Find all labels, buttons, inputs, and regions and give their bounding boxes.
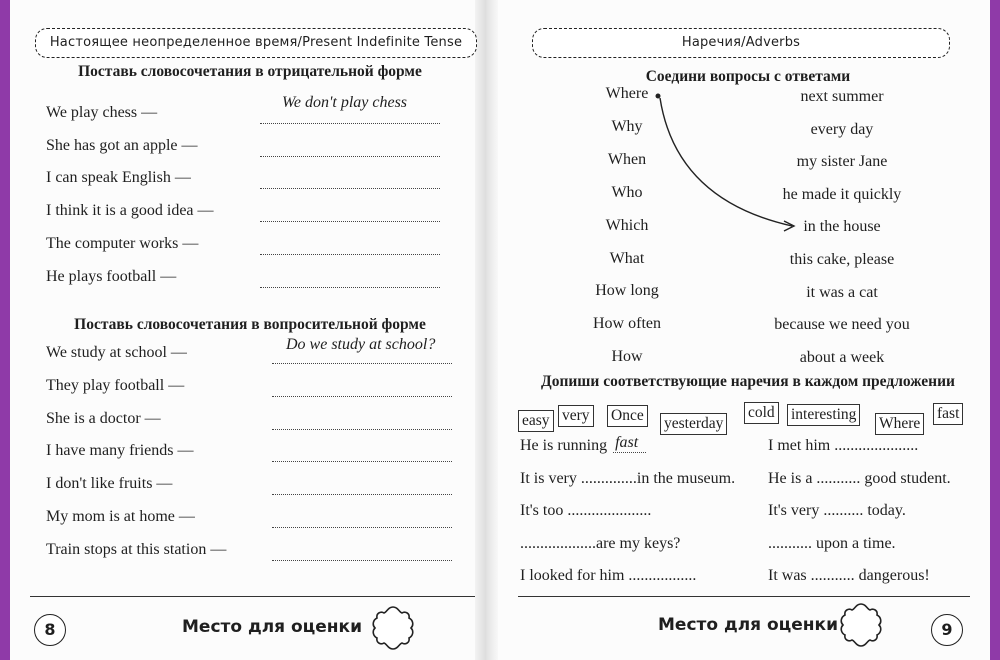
left-page-header: Настоящее неопределенное время/Present Indefinite Tense — [35, 28, 477, 58]
grade-flower-right[interactable] — [836, 600, 886, 650]
grade-flower-left[interactable] — [368, 603, 418, 653]
exercise-prompt: I think it is a good idea — — [46, 202, 214, 220]
adverb-sentence: ........... upon a time. — [768, 534, 896, 552]
word-bank-word[interactable]: interesting — [787, 404, 860, 426]
answer-blank[interactable] — [272, 476, 452, 495]
sentence-start: It is very .............. — [520, 469, 637, 487]
left-page — [10, 0, 475, 660]
exercise-prompt: I have many friends — — [46, 442, 194, 460]
sentence-start: He is running — [520, 437, 608, 454]
exercise-prompt: She is a doctor — — [46, 409, 161, 427]
footer-rule-left — [30, 596, 475, 597]
adverb-sentence — [520, 567, 696, 585]
word-bank-word[interactable]: Where — [875, 413, 924, 435]
match-answer[interactable]: my sister Jane — [796, 153, 888, 171]
page-number-left: 8 — [34, 614, 66, 646]
exercise-prompt: My mom is at home — — [46, 508, 195, 525]
answer-blank[interactable] — [272, 542, 452, 561]
sentence-start: I looked for him ................. — [520, 567, 697, 585]
adverb-sentence: It was ........... dangerous! — [768, 567, 930, 585]
page-number-right: 9 — [931, 614, 963, 646]
handwritten-answer: We don't play chess — [282, 94, 408, 111]
match-answer[interactable]: about a week — [799, 348, 885, 366]
word-bank-word[interactable]: cold — [744, 402, 779, 424]
match-question[interactable]: Why — [611, 117, 643, 135]
match-question[interactable]: Which — [605, 216, 649, 234]
matching-task-title: Соедини вопросы с ответами — [645, 68, 851, 85]
match-question[interactable]: How — [611, 348, 643, 366]
negative-task-title: Поставь словосочетания в отрицательной форме — [78, 63, 422, 80]
match-question[interactable]: What — [609, 249, 645, 267]
book-gutter — [475, 0, 498, 660]
match-question[interactable]: How often — [593, 315, 661, 333]
answer-blank[interactable] — [272, 411, 452, 430]
match-answer[interactable]: next summer — [800, 88, 884, 105]
exercise-prompt: She has got an apple — — [46, 136, 198, 154]
word-bank-word[interactable]: very — [558, 405, 594, 427]
exercise-prompt: He plays football — — [46, 267, 177, 285]
match-answer[interactable]: this cake, please — [789, 251, 895, 268]
exercise-prompt: I can speak English — — [46, 169, 191, 187]
match-question[interactable]: How long — [595, 282, 659, 300]
answer-blank[interactable] — [272, 443, 452, 462]
adverb-sentence — [520, 434, 646, 456]
word-bank-word[interactable]: yesterday — [660, 413, 727, 435]
sentence-end: are my keys? — [596, 534, 681, 552]
match-answer[interactable]: because we need you — [774, 316, 910, 334]
right-page — [498, 0, 990, 660]
word-bank-word[interactable]: Once — [607, 405, 648, 427]
purple-edge-right — [990, 0, 1000, 660]
match-answer[interactable]: it was a cat — [806, 283, 878, 301]
exercise-prompt: I don't like fruits — — [46, 475, 173, 493]
match-question[interactable]: Who — [611, 183, 643, 201]
word-bank-word[interactable]: easy — [518, 410, 554, 432]
purple-edge-left — [0, 0, 10, 660]
answer-blank[interactable] — [260, 236, 440, 255]
exercise-prompt: We study at school — — [46, 344, 187, 361]
handwritten-adverb[interactable]: fast — [613, 434, 646, 453]
adverb-sentence — [520, 535, 680, 553]
exercise-prompt: Train stops at this station — — [46, 540, 227, 558]
handwritten-answer: Do we study at school? — [286, 336, 436, 353]
exercise-prompt: They play football — — [46, 376, 185, 394]
grade-label-left: Место для оценки — [182, 617, 362, 637]
answer-blank[interactable] — [260, 170, 440, 189]
answer-blank[interactable] — [272, 378, 452, 397]
adverb-sentence — [520, 502, 651, 520]
exercise-prompt: The computer works — — [46, 234, 199, 252]
grade-label-right: Место для оценки — [658, 615, 838, 635]
adverb-sentence: He is a ........... good student. — [768, 469, 951, 487]
footer-rule-right — [518, 596, 970, 597]
adverb-sentence: It's very .......... today. — [768, 502, 906, 520]
answer-blank[interactable] — [272, 509, 452, 528]
match-question[interactable]: Where — [605, 85, 649, 102]
match-answer[interactable]: every day — [810, 120, 874, 138]
answer-blank[interactable] — [260, 203, 440, 222]
match-question[interactable]: When — [607, 150, 647, 168]
adverb-sentence — [520, 470, 735, 488]
sentence-start: ................... — [520, 534, 596, 552]
question-task-title: Поставь словосочетания в вопросительной форме — [74, 316, 426, 333]
sentence-end: in the museum. — [636, 469, 736, 487]
adverbs-task-title: Допиши соответствующие наречия в каждом предложении — [541, 373, 955, 390]
exercise-prompt: We play chess — — [46, 104, 158, 121]
word-bank-word[interactable]: fast — [933, 403, 963, 425]
match-answer[interactable]: in the house — [803, 218, 881, 236]
sentence-start: It's too ..................... — [520, 502, 652, 520]
answer-blank[interactable] — [260, 138, 440, 157]
match-answer[interactable]: he made it quickly — [782, 185, 902, 203]
answer-blank[interactable] — [260, 269, 440, 288]
adverb-sentence: I met him ..................... — [768, 437, 919, 454]
right-page-header: Наречия/Adverbs — [532, 28, 950, 58]
